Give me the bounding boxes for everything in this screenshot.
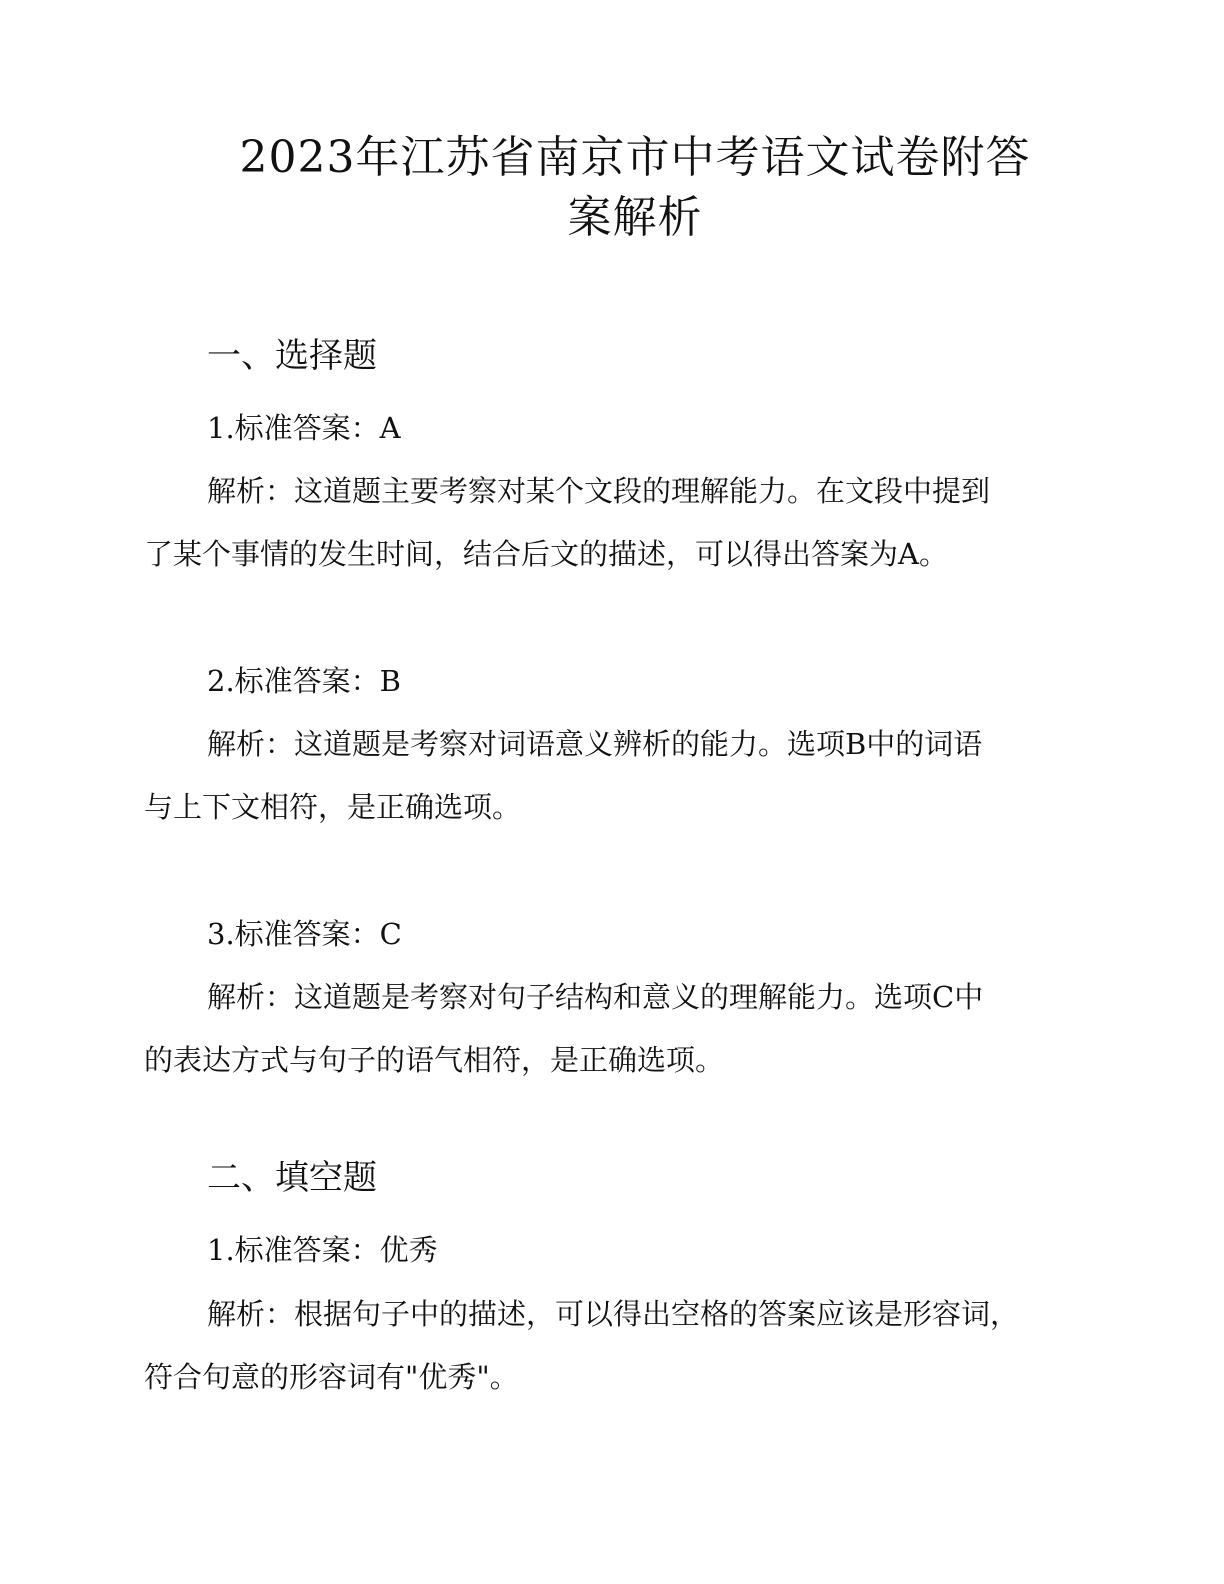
analysis-line: 了某个事情的发生时间，结合后文的描述，可以得出答案为A。	[144, 537, 948, 571]
title-line-2: 案解析	[567, 192, 703, 243]
analysis-line: 解析：这道题是考察对句子结构和意义的理解能力。选项C中	[207, 980, 984, 1014]
answer-line: 3.标准答案：C	[207, 917, 402, 951]
analysis-line: 与上下文相符，是正确选项。	[144, 790, 522, 824]
analysis-line: 解析：这道题是考察对词语意义辨析的能力。选项B中的词语	[207, 727, 983, 761]
answer-line: 1.标准答案：优秀	[207, 1233, 438, 1267]
analysis-line: 解析：根据句子中的描述，可以得出空格的答案应该是形容词，	[207, 1297, 1020, 1331]
section-heading-fill-blank: 二、填空题	[207, 1158, 377, 1198]
document-title	[200, 128, 1070, 248]
title-line-1: 2023年江苏省南京市中考语文试卷附答	[239, 132, 1031, 183]
analysis-line: 解析：这道题主要考察对某个文段的理解能力。在文段中提到	[207, 474, 991, 508]
answer-line: 2.标准答案：B	[207, 664, 401, 698]
answer-line: 1.标准答案：A	[207, 411, 401, 445]
section-heading-choice: 一、选择题	[207, 336, 377, 376]
analysis-line: 符合句意的形容词有"优秀"。	[144, 1360, 519, 1394]
analysis-line: 的表达方式与句子的语气相符，是正确选项。	[144, 1043, 725, 1077]
